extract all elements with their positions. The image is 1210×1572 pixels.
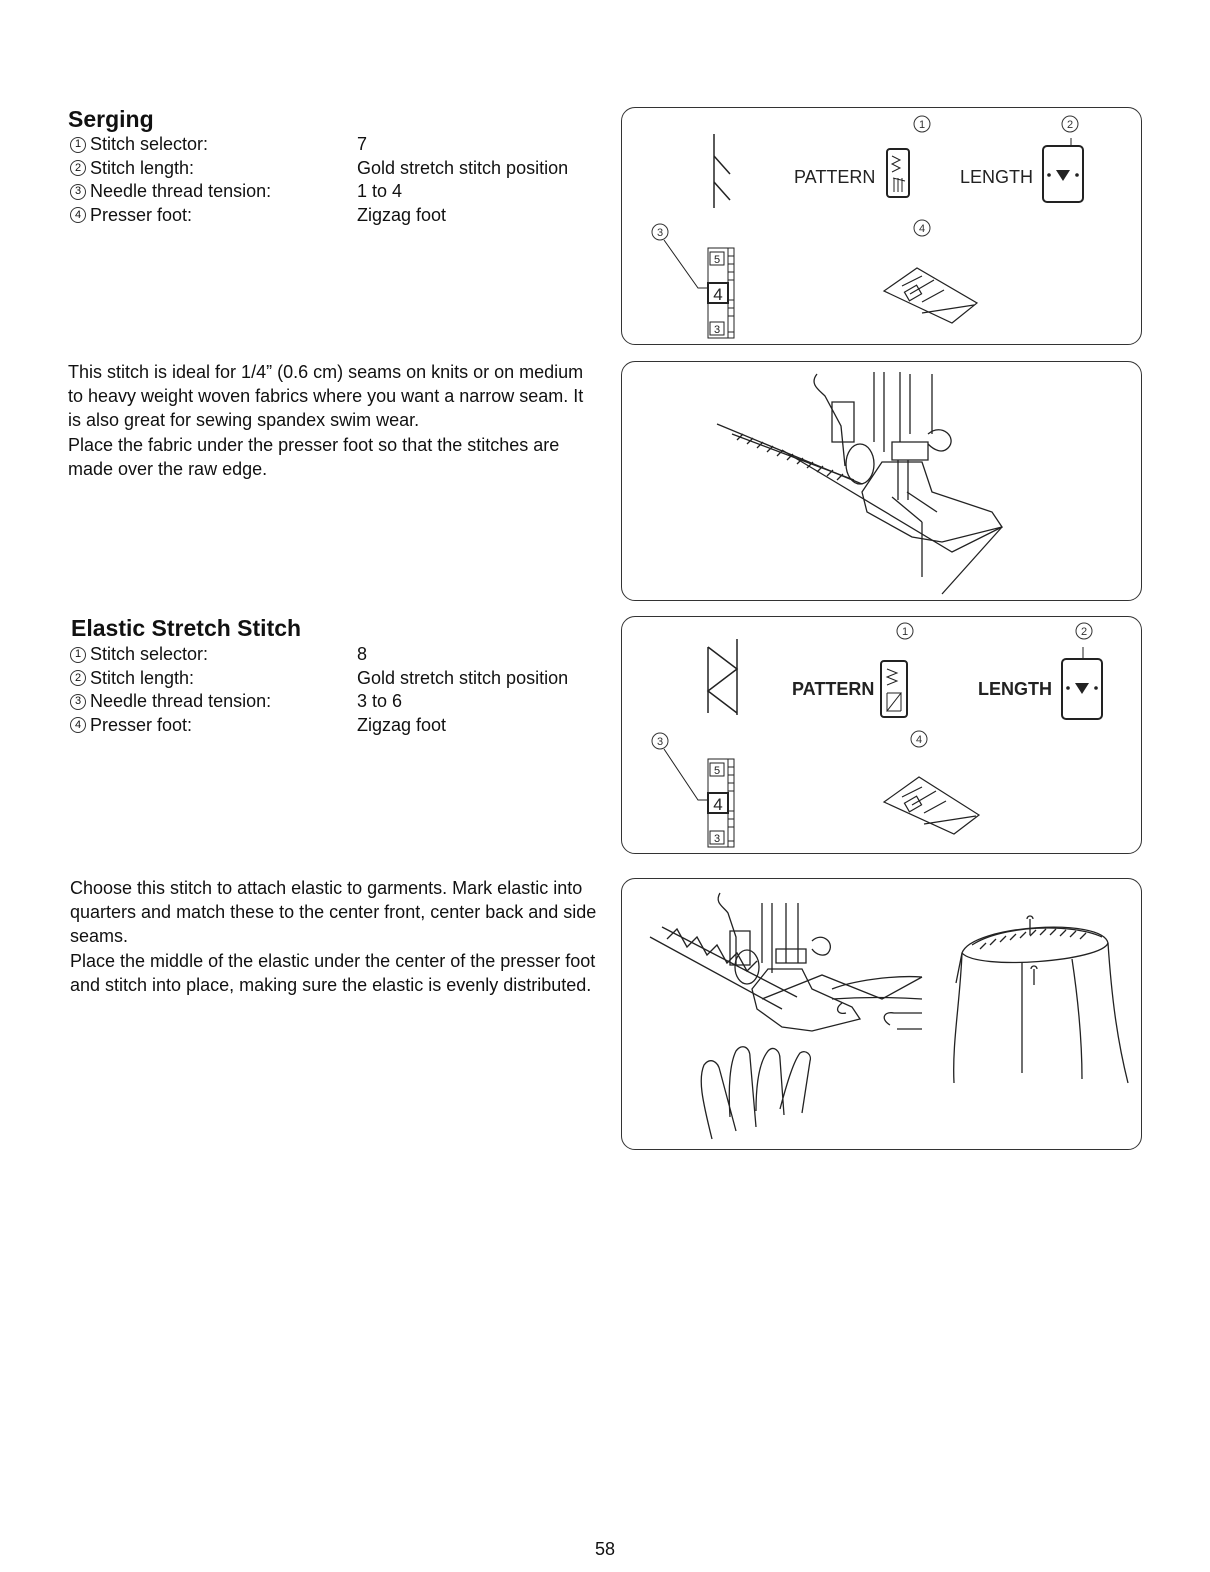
pin-marker-back: [1027, 916, 1033, 935]
elastic-stitching: [980, 929, 1086, 949]
callout-4: 4: [918, 223, 926, 235]
callout-3-marker: [652, 733, 708, 800]
spec-label: Stitch selector:: [90, 134, 209, 154]
left-hand: [701, 1047, 810, 1139]
callout-number: 3: [70, 694, 86, 710]
serging-paragraph-1: This stitch is ideal for 1/4” (0.6 cm) seams on knits or on medium to heavy weight woven fabrics where you want a narrow seam. It is also great for sewing spandex swim wear.: [68, 362, 584, 431]
spec-label: Presser foot:: [90, 714, 193, 735]
elastic-band: [650, 927, 797, 1009]
tension-dial: [708, 248, 734, 338]
serging-fabric-illustration: [621, 361, 1142, 601]
spec-label: Stitch length:: [90, 157, 195, 178]
spec-value: 8: [357, 644, 368, 664]
length-label: LENGTH: [960, 167, 1034, 187]
serging-description: [68, 360, 598, 481]
spec-label: Needle thread tension:: [90, 181, 272, 201]
needle-clamp: [892, 442, 928, 500]
spec-row: [70, 643, 610, 667]
callout-4: 4: [915, 734, 923, 746]
callout-2: 2: [1080, 626, 1088, 638]
elastic-title: Elastic Stretch Stitch: [71, 615, 302, 641]
callout-number: 1: [70, 137, 86, 153]
callout-number: 1: [70, 647, 86, 663]
spec-label: Stitch selector:: [90, 644, 209, 664]
dial-number: 3: [713, 324, 721, 336]
spec-row: [70, 714, 610, 738]
callout-1: 1: [901, 626, 909, 638]
callout-3: 3: [656, 227, 664, 239]
foot-slots: [892, 492, 937, 522]
needle-bar: [874, 372, 932, 452]
dial-number: 5: [713, 765, 721, 777]
zigzag-presser-foot: [862, 462, 1002, 542]
zigzag-foot-icon: [884, 268, 977, 323]
callout-4-marker: [914, 220, 930, 236]
pin-marker-front: [1031, 966, 1037, 985]
fabric-corner: [942, 527, 1002, 594]
thread-guide: [718, 893, 736, 965]
elastic-sewing-drawing: [622, 879, 1143, 1151]
callout-1: 1: [918, 119, 926, 131]
pattern-label: PATTERN: [792, 679, 875, 699]
spec-value: 1 to 4: [357, 181, 403, 201]
spec-row: [70, 690, 610, 714]
dial-number: 4: [713, 285, 723, 304]
garment-body: [954, 943, 1128, 1083]
callout-3: 3: [656, 736, 664, 748]
elastic-description: [70, 876, 600, 997]
spec-value: Gold stretch stitch position: [357, 157, 569, 178]
clamp-screw: [812, 937, 830, 955]
elastic-sewing-illustration: [621, 878, 1142, 1150]
serging-settings-illustration: [622, 108, 1143, 346]
serging-title: Serging: [68, 106, 154, 132]
callout-number: 2: [70, 160, 86, 176]
spec-value: 7: [357, 134, 368, 154]
callout-3-marker: [652, 224, 708, 288]
pattern-window: [887, 149, 909, 197]
pattern-label: PATTERN: [794, 167, 876, 187]
callout-4-marker: [911, 731, 927, 747]
spec-value: Zigzag foot: [357, 714, 447, 735]
spec-label: Presser foot:: [90, 204, 193, 225]
spec-value: Gold stretch stitch position: [357, 667, 569, 688]
tension-dial: [708, 759, 734, 847]
spec-value: 3 to 6: [357, 691, 403, 711]
spec-row: [70, 157, 610, 181]
callout-number: 4: [70, 207, 86, 223]
callout-number: 3: [70, 184, 86, 200]
dial-number: 3: [713, 833, 721, 845]
spec-row: [70, 133, 610, 157]
serging-sewing-drawing: [622, 362, 1143, 602]
serging-paragraph-2: Place the fabric under the presser foot so that the stitches are made over the raw edge.: [68, 434, 560, 479]
spec-row: [70, 180, 610, 204]
callout-1-marker: [914, 116, 930, 132]
callout-2-marker: [1062, 116, 1078, 132]
needle-clamp: [776, 949, 806, 963]
spec-row: [70, 204, 610, 228]
elastic-paragraph-2: Place the middle of the elastic under the center of the presser foot and stitch into place, making sure the elastic is evenly distributed.: [70, 950, 596, 995]
overlock-stitch-symbol: [714, 134, 730, 208]
callout-2-marker: [1076, 623, 1092, 639]
elastic-settings-illustration: [622, 617, 1143, 855]
pattern-window: [881, 661, 907, 717]
spec-label: Stitch length:: [90, 667, 195, 688]
length-window: [1062, 647, 1102, 719]
thread-guide: [814, 374, 845, 466]
spec-label: Needle thread tension:: [90, 691, 272, 711]
callout-1-marker: [897, 623, 913, 639]
foot-screw-knob: [846, 444, 874, 484]
presser-bar-holder: [730, 931, 750, 965]
fabric-fold: [762, 975, 922, 999]
serging-settings-diagram: [621, 107, 1142, 345]
callout-2: 2: [1066, 119, 1074, 131]
callout-number: 4: [70, 717, 86, 733]
elastic-stitch-symbol: [708, 639, 737, 715]
spec-value: Zigzag foot: [357, 204, 447, 225]
presser-foot: [752, 969, 860, 1031]
right-hand: [832, 977, 922, 1014]
dial-number: 5: [713, 254, 721, 266]
callout-number: 2: [70, 670, 86, 686]
length-window: [1043, 138, 1083, 202]
elastic-spec-list: [70, 643, 610, 737]
dial-number: 4: [713, 795, 723, 814]
elastic-settings-diagram: [621, 616, 1142, 854]
elastic-paragraph-1: Choose this stitch to attach elastic to garments. Mark elastic into quarters and match these to the center front, center back and side seams.: [70, 878, 597, 947]
length-label: LENGTH: [978, 679, 1052, 699]
zigzag-foot-icon: [884, 777, 979, 834]
presser-bar-holder: [832, 402, 854, 442]
serging-spec-list: [70, 133, 610, 227]
right-hand-fingers: [884, 1013, 922, 1029]
page-number: 58: [594, 1539, 616, 1559]
spec-row: [70, 667, 610, 691]
